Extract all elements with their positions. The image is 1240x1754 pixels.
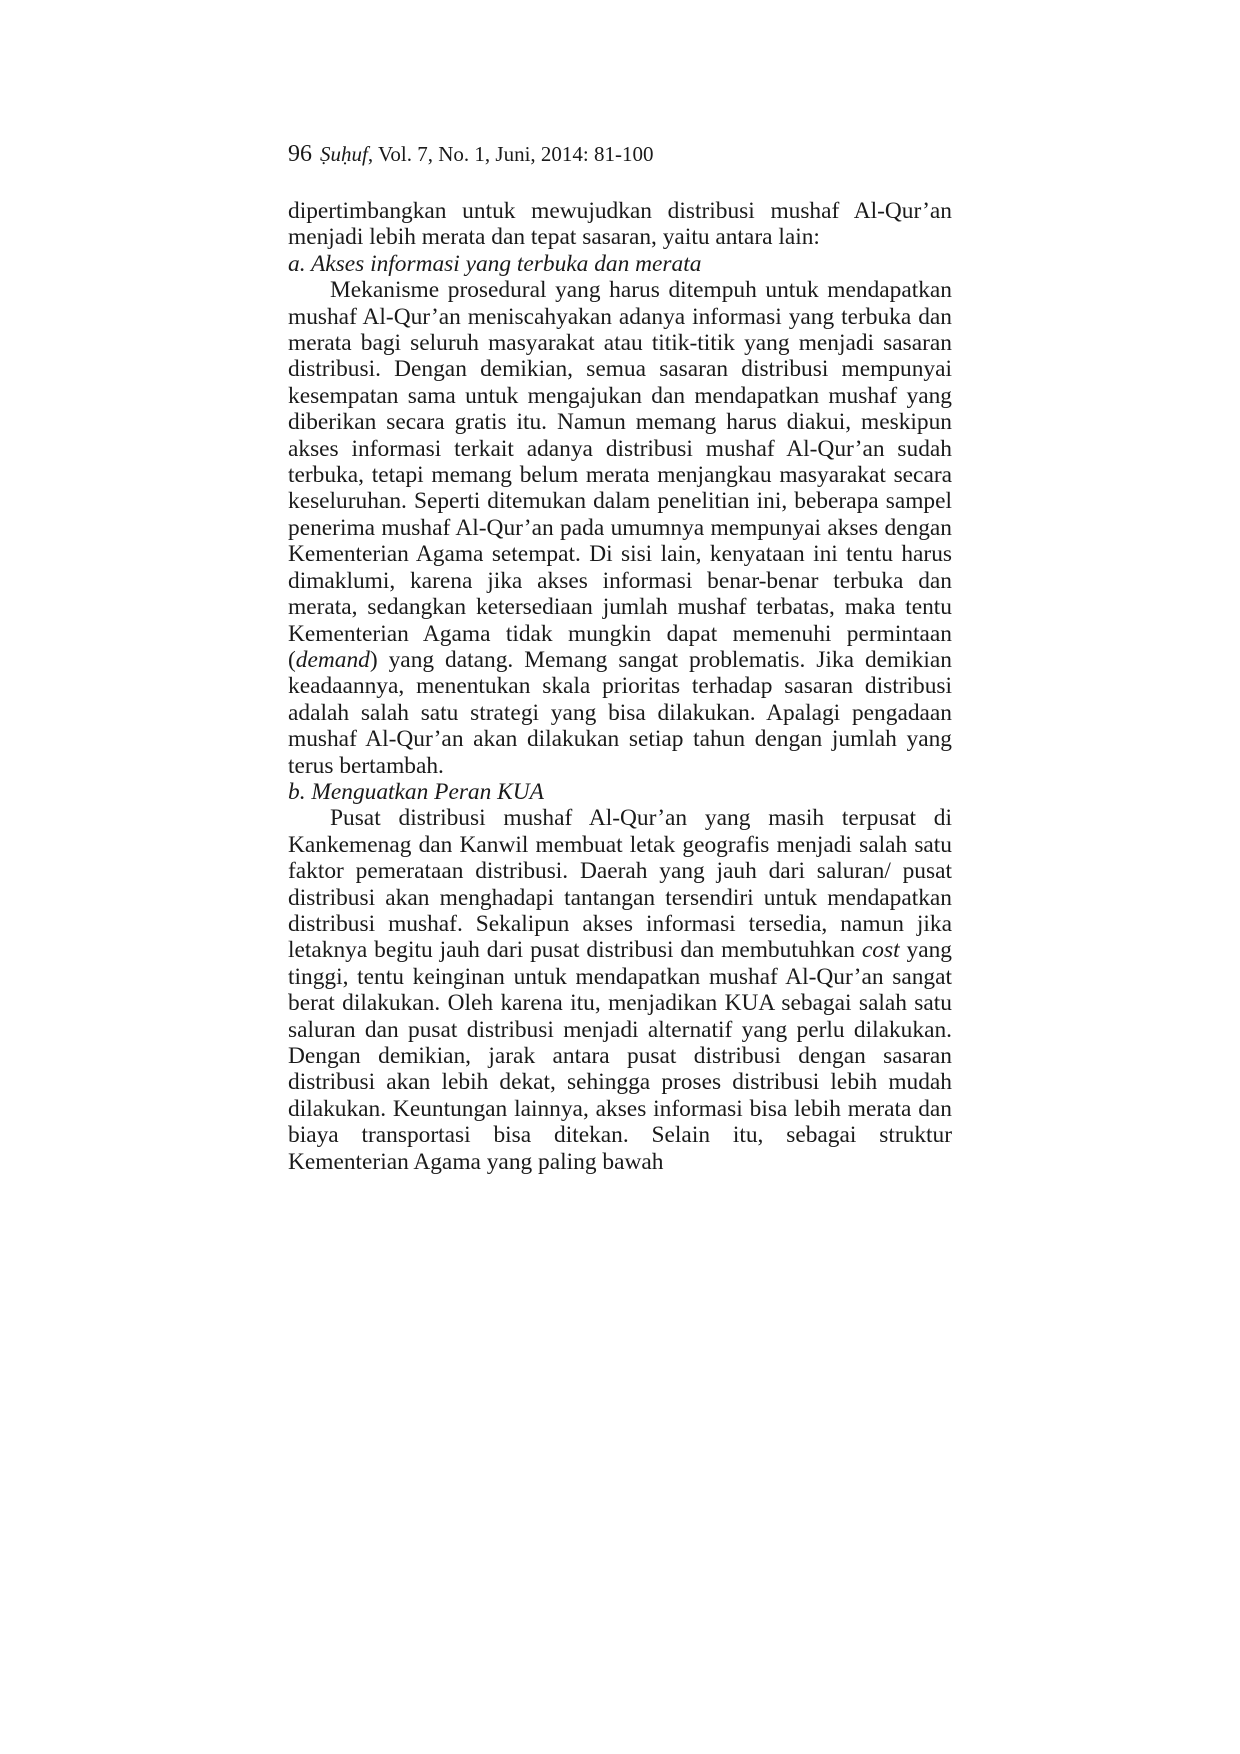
section-a-paragraph bbox=[288, 277, 952, 779]
journal-title: Ṣuḥuf bbox=[320, 142, 368, 166]
section-b-heading: b. Menguatkan Peran KUA bbox=[288, 778, 544, 805]
section-b-paragraph bbox=[288, 805, 952, 1175]
body-text bbox=[288, 198, 952, 1175]
section-a-text-2: ) yang datang. Memang sangat problematis. Jika demikian keadaannya, menentukan skala prioritas terhadap sasaran distribusi adalah salah satu strategi yang bisa dilakukan. Apalagi pengadaan mushaf Al-Qur’an akan dilakukan setiap tahun dengan jumlah yang terus bertambah. bbox=[288, 646, 952, 779]
running-head bbox=[288, 139, 654, 169]
journal-citation: , Vol. 7, No. 1, Juni, 2014: 81-100 bbox=[367, 142, 654, 166]
section-b-text-1: Pusat distribusi mushaf Al-Qur’an yang masih terpusat di Kankemenag dan Kanwil membuat letak geografis menjadi salah satu faktor pemerataan distribusi. Daerah yang jauh dari saluran/ pusat distribusi akan menghadapi tantangan tersendiri untuk mendapatkan distribusi mushaf. Sekalipun akses informasi tersedia, namun jika letaknya begitu jauh dari pusat distribusi dan membutuhkan bbox=[288, 805, 952, 964]
section-a-heading: a. Akses informasi yang terbuka dan merata bbox=[288, 250, 702, 277]
section-b-emphasis: cost bbox=[861, 937, 900, 964]
section-b-text-2: yang tinggi, tentu keinginan untuk mendapatkan mushaf Al-Qur’an sangat berat dilakukan. Oleh karena itu, menjadikan KUA sebagai salah satu saluran dan pusat distribusi menjadi alternatif yang perlu dilakukan. Dengan demikian, jarak antara pusat distribusi dengan sasaran distribusi akan lebih dekat, sehingga proses distribusi lebih mudah dilakukan. Keuntungan lainnya, akses informasi bisa lebih merata dan biaya transportasi bisa ditekan. Selain itu, sebagai struktur Kementerian Agama yang paling bawah bbox=[288, 937, 953, 1175]
section-a-emphasis: demand bbox=[295, 646, 370, 673]
intro-paragraph: dipertimbangkan untuk mewujudkan distribusi mushaf Al-Qur’an menjadi lebih merata dan tepat sasaran, yaitu antara lain: bbox=[288, 198, 952, 251]
section-a-text-1: Mekanisme prosedural yang harus ditempuh untuk mendapatkan mushaf Al-Qur’an meniscahyakan adanya informasi yang terbuka dan merata bagi seluruh masyarakat atau titik-titik yang menjadi sasaran distribusi. Dengan demikian, semua sasaran distribusi mempunyai kesempatan sama untuk mengajukan dan mendapatkan mushaf yang diberikan secara gratis itu. Namun memang harus diakui, meskipun akses informasi terkait adanya distribusi mushaf Al-Qur’an sudah terbuka, tetapi memang belum merata menjangkau masyarakat secara keseluruhan. Seperti ditemukan dalam penelitian ini, beberapa sampel penerima mushaf Al-Qur’an pada umumnya mempunyai akses dengan Kementerian Agama setempat. Di sisi lain, kenyataan ini tentu harus dimaklumi, karena jika akses informasi benar-benar terbuka dan merata, sedangkan ketersediaan jumlah mushaf terbatas, maka tentu Kementerian Agama tidak mungkin dapat memenuhi permintaan ( bbox=[288, 277, 952, 673]
page-number: 96 bbox=[288, 141, 312, 167]
